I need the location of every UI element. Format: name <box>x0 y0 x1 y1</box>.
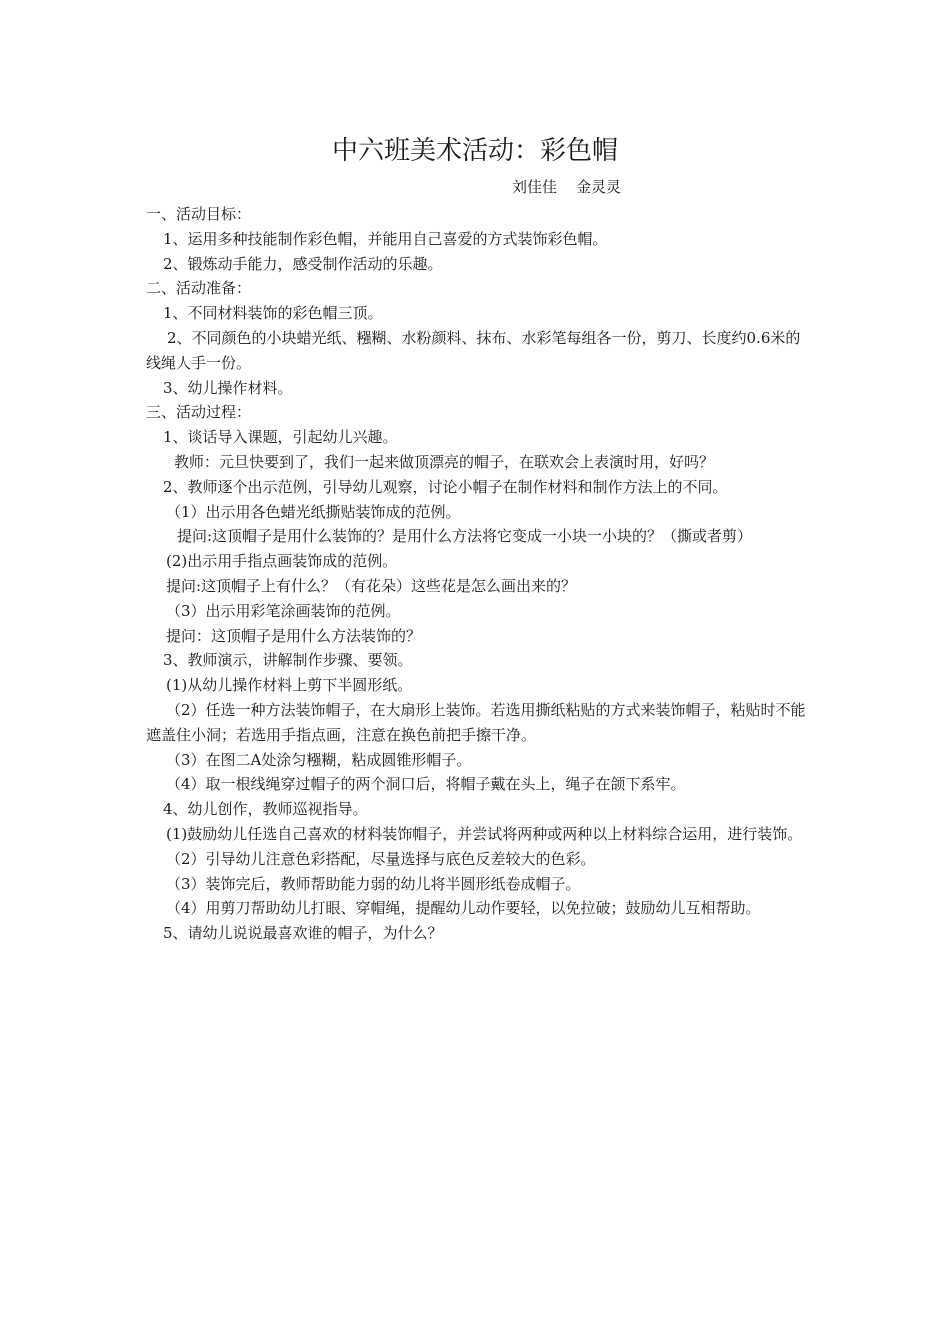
body-paragraph: 三、活动过程： <box>146 403 252 422</box>
body-paragraph: 提问:这顶帽子是用什么装饰的？是用什么方法将它变成一小块一小块的？（撕或者剪） <box>177 527 753 546</box>
body-paragraph: 1、运用多种技能制作彩色帽，并能用自己喜爱的方式装饰彩色帽。 <box>163 229 608 248</box>
body-paragraph: 提问:这顶帽子上有什么？（有花朵）这些花是怎么画出来的？ <box>166 576 577 595</box>
body-paragraph: (1)从幼儿操作材料上剪下半圆形纸。 <box>166 676 413 695</box>
body-paragraph: （1）出示用各色蜡光纸撕贴装饰成的范例。 <box>166 502 461 521</box>
document-body <box>146 202 808 946</box>
body-paragraph: （4）用剪刀帮助幼儿打眼、穿帽绳，提醒幼儿动作要轻，以免拉破；鼓励幼儿互相帮助。 <box>166 899 761 918</box>
body-paragraph: 2、不同颜色的小块蜡光纸、糨糊、水粉颜料、抹布、水彩笔每组各一份，剪刀、长度约0.6米的线绳人手一份。 <box>146 328 801 372</box>
body-paragraph: （3）出示用彩笔涂画装饰的范例。 <box>166 601 401 620</box>
body-paragraph: （3）装饰完后，教师帮助能力弱的幼儿将半圆形纸卷成帽子。 <box>166 874 581 893</box>
document-title: 中六班美术活动：彩色帽 <box>331 136 618 166</box>
body-paragraph: 1、不同材料装饰的彩色帽三顶。 <box>163 304 383 323</box>
body-paragraph: 2、锻炼动手能力，感受制作活动的乐趣。 <box>163 254 443 273</box>
body-paragraph: 二、活动准备： <box>146 279 252 298</box>
body-paragraph: 5、请幼儿说说最喜欢谁的帽子，为什么？ <box>163 924 443 943</box>
document-authors: 刘佳佳 金灵灵 <box>512 178 622 196</box>
body-paragraph: （4）取一根线绳穿过帽子的两个洞口后，将帽子戴在头上，绳子在颌下系牢。 <box>166 775 686 794</box>
body-paragraph: 提问：这顶帽子是用什么方法装饰的？ <box>166 626 422 645</box>
body-paragraph: （3）在图二A处涂匀糨糊，粘成圆锥形帽子。 <box>166 750 472 769</box>
body-paragraph: (2)出示用手指点画装饰成的范例。 <box>166 552 398 571</box>
body-paragraph: 4、幼儿创作，教师巡视指导。 <box>163 800 368 819</box>
body-paragraph: （2）任选一种方法装饰帽子，在大扇形上装饰。若选用撕纸粘贴的方式来装饰帽子，粘贴时不能遮盖住小洞；若选用手指点画，注意在换色前把手擦干净。 <box>146 700 806 744</box>
body-paragraph: （2）引导幼儿注意色彩搭配，尽量选择与底色反差较大的色彩。 <box>166 849 596 868</box>
body-paragraph: 一、活动目标： <box>146 205 252 223</box>
body-paragraph: 教师：元旦快要到了，我们一起来做顶漂亮的帽子，在联欢会上表演时用，好吗？ <box>174 452 715 471</box>
body-paragraph: 3、幼儿操作材料。 <box>163 378 293 397</box>
body-paragraph: (1)鼓励幼儿任选自己喜欢的材料装饰帽子，并尝试将两种或两种以上材料综合运用，进行装饰。 <box>166 824 803 843</box>
body-paragraph: 2、教师逐个出示范例，引导幼儿观察，讨论小帽子在制作材料和制作方法上的不同。 <box>163 477 728 496</box>
body-paragraph: 1、谈话导入课题，引起幼儿兴趣。 <box>163 428 398 447</box>
body-paragraph: 3、教师演示，讲解制作步骤、要领。 <box>163 651 413 670</box>
